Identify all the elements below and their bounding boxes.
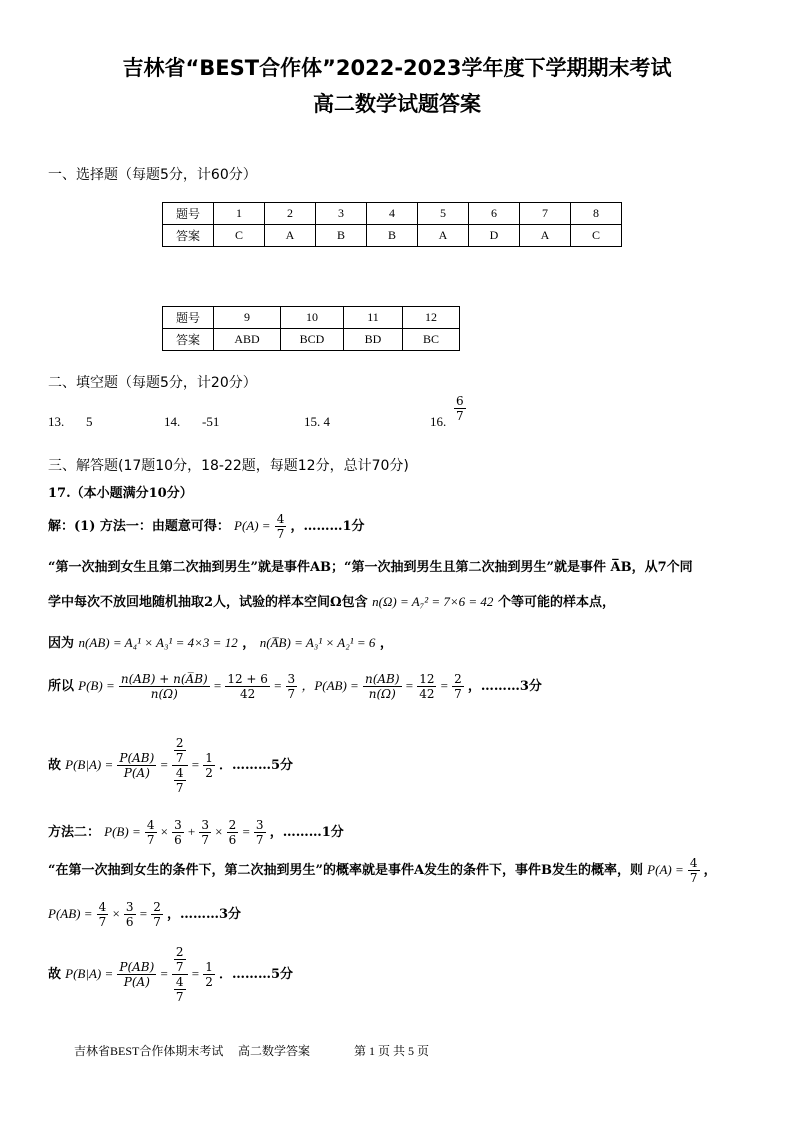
table-cell: 10 [281,307,344,329]
operator: × [112,906,120,921]
table-cell: 1 [214,203,265,225]
math-expr: n(AB) = A₄¹ × A₃¹ = 4×3 = 12 [78,635,238,650]
fraction-numerator: 2 [175,945,184,959]
section2-heading: 二、填空题（每题5分，计20分） [48,375,257,391]
solution-line-4 [48,632,393,651]
score-note: ，………1分 [269,825,344,840]
table-cell: BD [344,329,403,351]
fraction-denominator: 7 [287,687,296,701]
solution-line-8 [48,856,717,885]
equals-sign: = [191,966,200,981]
section1-heading: 一、选择题（每题5分，计60分） [48,167,257,183]
text-span: ， [703,863,717,878]
table-cell: C [214,225,265,247]
math-expr: P(B) = [78,678,115,693]
q14-answer: -51 [202,414,220,429]
fraction-denominator: 6 [174,833,182,847]
fraction-denominator: P(A) [123,766,150,780]
solution-line-3 [48,591,615,610]
fraction-numerator: 2 [228,818,237,832]
table-cell: BC [403,329,460,351]
text-span: 因为 [48,636,75,651]
math-expr: P(B|A) = [65,966,114,981]
solution-line-2: “第一次抽到女生且第二次抽到男生”就是事件AB；“第一次抽到男生且第二次抽到男生”就是事件 A̅B，从7个同 [48,560,693,575]
table-cell: ABD [214,329,281,351]
table-cell: B [316,225,367,247]
q13-answer: 5 [86,414,93,429]
table-cell: C [571,225,622,247]
fraction-denominator: n(Ω) [150,687,178,701]
text-span: 故 [48,758,62,773]
row-label: 答案 [163,329,214,351]
table-cell: BCD [281,329,344,351]
table-cell: 9 [214,307,281,329]
section3-heading: 三、解答题(17题10分，18-22题，每题12分，总计70分) [48,458,409,474]
fraction-numerator: n(AB) + n(A̅B) [120,672,208,686]
math-expr: P(B) = [104,824,141,839]
text-span: 学中每次不放回地随机抽取2人，试验的样本空间Ω包含 [48,595,368,610]
answer-table-2 [162,306,460,351]
fraction-numerator: 2 [153,900,161,914]
q14-number: 14. [164,414,181,429]
fraction-denominator: 7 [175,960,184,974]
fraction-numerator: 12 + 6 [227,672,268,686]
answer-table-1 [162,202,622,247]
table-cell: D [469,225,520,247]
fraction-numerator: 3 [255,818,264,832]
text-span: 故 [48,967,62,982]
fraction-denominator: 7 [175,990,184,1004]
fraction-numerator: 2 [175,736,184,750]
text-span: ， [379,636,393,651]
q13-number: 13. [48,414,65,429]
method1-label: 解：(1) 方法一：由题意可得： [48,519,230,534]
fraction-numerator: 3 [174,818,182,832]
math-expr: P(AB) = [48,906,93,921]
row-label: 题号 [163,307,214,329]
fraction-denominator: n(Ω) [368,687,396,701]
table-cell: A [418,225,469,247]
q15-answer: 15. 4 [304,414,330,429]
equals-sign: = [213,678,222,693]
equals-sign: = [440,678,448,693]
footer-page-number: 第 1 页 共 5 页 [354,1044,430,1058]
q17-title: 17.（本小题满分10分） [48,486,193,501]
fraction-numerator: P(AB) [119,751,155,765]
table-cell: 11 [344,307,403,329]
equals-sign: = [160,966,168,981]
compound-fraction [172,945,188,1004]
fraction-numerator: 4 [175,766,184,780]
score-note: ．………5分 [218,967,294,982]
method2-line [48,818,344,847]
fraction-numerator: 12 [419,672,435,686]
solution-line-10 [48,945,293,1004]
table-cell: 2 [265,203,316,225]
fraction-denominator: 7 [454,687,462,701]
fraction-denominator: 6 [228,833,237,847]
fraction-numerator: 1 [205,751,213,765]
math-expr: n(Ω) = A₇² = 7×6 = 42 [372,594,494,609]
fraction-denominator: 7 [175,781,184,795]
math-expr: P(B|A) = [65,757,114,772]
table-cell: 5 [418,203,469,225]
operator: × [160,824,168,839]
fraction-numerator: 6 [456,394,464,408]
table-cell: 6 [469,203,520,225]
fraction-numerator: 3 [287,672,296,686]
method2-label: 方法二： [48,825,101,840]
q16-answer [454,394,466,423]
text-span: “在第一次抽到女生的条件下，第二次抽到男生”的概率就是事件A发生的条件下，事件B发生的概率，则 [48,863,644,878]
fraction-numerator: 4 [689,856,698,870]
math-expr: P(A) = [234,518,271,533]
footer-left: 吉林省BEST合作体期末考试 [74,1044,224,1058]
fraction-numerator: 4 [175,975,184,989]
table-cell: B [367,225,418,247]
q16-number: 16. [430,414,447,429]
equals-sign: = [405,678,414,693]
score-note: ，………1分 [290,519,365,534]
solution-line-6 [48,736,293,795]
fraction-numerator: 4 [98,900,107,914]
text-span: 个等可能的样本点， [497,595,615,610]
table-cell: 8 [571,203,622,225]
fraction-denominator: 7 [146,833,155,847]
equals-sign: = [191,757,200,772]
score-note: ．………5分 [218,758,294,773]
fraction-numerator: 3 [125,900,134,914]
table-cell: A [265,225,316,247]
fraction-denominator: 2 [205,766,213,780]
fraction-denominator: 7 [98,915,107,929]
fraction-denominator: 7 [255,833,264,847]
table-row-questions [163,307,460,329]
footer-subject: 高二数学答案 [238,1044,311,1058]
math-expr: P(A) = [647,862,684,877]
fraction-denominator: 42 [419,687,435,701]
table-cell: A [520,225,571,247]
fraction-numerator: 2 [454,672,462,686]
fraction-denominator: 2 [205,975,213,989]
fraction-numerator: 3 [201,818,210,832]
fraction-denominator: 7 [175,751,184,765]
table-cell: 12 [403,307,460,329]
exam-subtitle: 高二数学试题答案 [313,92,481,116]
solution-line-1 [48,512,365,541]
operator: × [215,824,223,839]
score-note: ，………3分 [467,679,542,694]
equals-sign: = [274,678,282,693]
fraction-denominator: 7 [153,915,161,929]
table-row-questions [163,203,622,225]
text-span: 所以 [48,679,75,694]
fraction-denominator: 42 [239,687,256,701]
text-span: ， [242,636,256,651]
solution-line-5 [48,672,542,701]
equals-sign: = [139,906,148,921]
fraction-denominator: P(A) [123,975,150,989]
table-row-answers [163,329,460,351]
table-cell: 3 [316,203,367,225]
exam-title: 吉林省“BEST合作体”2022-2023学年度下学期期末考试 [122,56,672,80]
fraction-denominator: 7 [201,833,210,847]
math-expr: ，P(AB) = [301,678,359,693]
solution-line-9 [48,900,241,929]
equals-sign: = [242,824,250,839]
row-label: 答案 [163,225,214,247]
fraction-numerator: 1 [205,960,213,974]
fraction-denominator: 7 [689,871,698,885]
equals-sign: = [160,757,168,772]
math-expr: n(A̅B) = A₃¹ × A₂¹ = 6 [259,635,376,650]
score-note: ，………3分 [166,907,242,922]
compound-fraction [172,736,188,795]
table-cell: 4 [367,203,418,225]
table-row-answers [163,225,622,247]
row-label: 题号 [163,203,214,225]
fraction-denominator: 7 [456,409,464,423]
fraction-numerator: 4 [146,818,155,832]
operator: + [187,824,196,839]
fraction-numerator: n(AB) [364,672,400,686]
fraction-denominator: 7 [276,527,285,541]
fraction-denominator: 6 [125,915,134,929]
fraction-numerator: 4 [276,512,285,526]
table-cell: 7 [520,203,571,225]
fraction-numerator: P(AB) [119,960,155,974]
